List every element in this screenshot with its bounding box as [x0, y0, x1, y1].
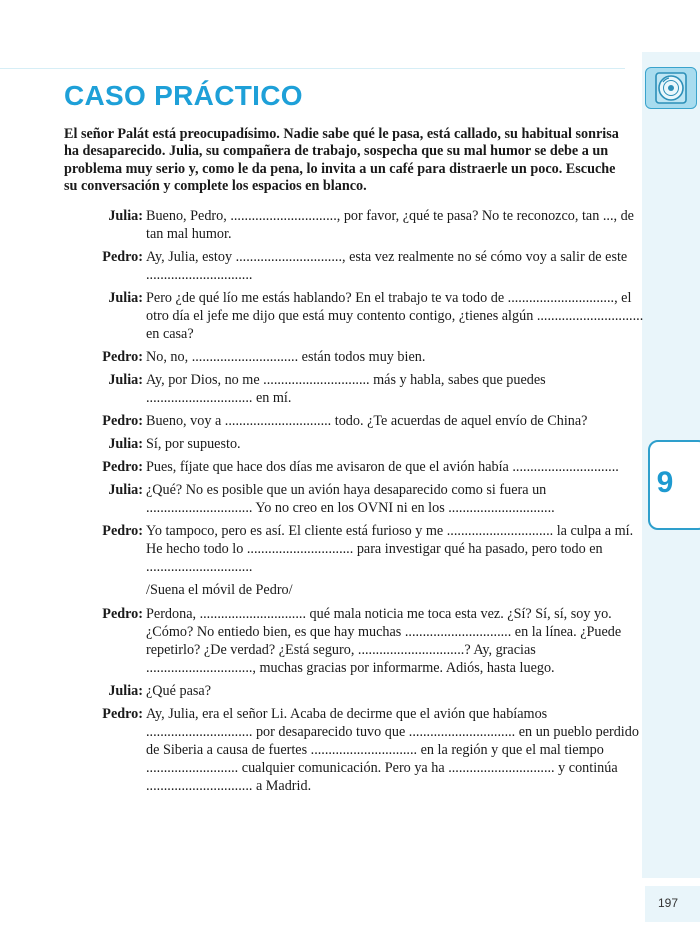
dialogue-turn	[60, 458, 645, 476]
page-title: CASO PRÁCTICO	[64, 80, 303, 111]
speech-text: Perdona, .............................. qué mala noticia me toca esta vez. ¿Sí? Sí, sí, soy yo. ¿Cómo? No entiedo bien, es que hay muchas .............................. en la línea. ¿Puede repetirlo? ¿De verdad? ¿Está seguro, ..............................? Ay, gracias .............................., muchas gracias por informarme. Adiós, hasta luego.	[146, 606, 622, 676]
speaker-label: Pedro:	[102, 523, 143, 539]
speech-text: Bueno, voy a .............................. todo. ¿Te acuerdas de aquel envío de China?	[146, 413, 588, 429]
dialogue-turn	[60, 605, 645, 677]
page-number: 197	[657, 896, 679, 910]
intro-paragraph: El señor Palát está preocupadísimo. Nadie sabe qué le pasa, está callado, su habitual sonrisa ha desaparecido. Julia, su compañera de trabajo, sospecha que su mal humor se debe a un problema muy serio y, como le da pena, lo invita a un café para distraerle un poco. Escuche su conversación y complete los espacios en blanco.	[64, 126, 619, 195]
speech-text: ¿Qué pasa?	[146, 683, 211, 699]
dialogue-turn	[60, 705, 645, 795]
speaker-label: Julia:	[108, 683, 143, 699]
dialogue-turn	[60, 207, 645, 243]
speech-text: ¿Qué? No es posible que un avión haya desaparecido como si fuera un .............................. Yo no creo en los OVNI ni en los ..............................	[146, 482, 555, 516]
speech-text: Ay, Julia, estoy .............................., esta vez realmente no sé cómo voy a salir de este ..............................	[146, 249, 628, 283]
speaker-label: Julia:	[108, 290, 143, 306]
speaker-label: Julia:	[108, 372, 143, 388]
dialogue-turn	[60, 682, 645, 700]
speech-text: Ay, por Dios, no me .............................. más y habla, sabes que puedes .............................. en mí.	[146, 372, 546, 406]
speaker-label: Pedro:	[102, 706, 143, 722]
cd-icon	[645, 67, 697, 109]
speech-text: No, no, .............................. están todos muy bien.	[146, 349, 426, 365]
dialogue	[60, 207, 645, 800]
speaker-label: Julia:	[108, 208, 143, 224]
speaker-label: Pedro:	[102, 349, 143, 365]
dialogue-turn	[60, 435, 645, 453]
speech-text: Pues, fíjate que hace dos días me avisaron de que el avión había ..............................	[146, 459, 619, 475]
top-rule	[0, 68, 625, 69]
speaker-label: Pedro:	[102, 249, 143, 265]
dialogue-turn	[60, 481, 645, 517]
dialogue-turn	[60, 248, 645, 284]
dialogue-turn	[60, 412, 645, 430]
dialogue-turn	[60, 348, 645, 366]
speaker-label: Pedro:	[102, 606, 143, 622]
dialogue-turn	[60, 371, 645, 407]
stage-direction: /Suena el móvil de Pedro/	[146, 582, 293, 598]
chapter-number: 9	[656, 466, 674, 499]
speech-text: Sí, por supuesto.	[146, 436, 241, 452]
speaker-label: Julia:	[108, 482, 143, 498]
speaker-label: Pedro:	[102, 459, 143, 475]
speech-text: Ay, Julia, era el señor Li. Acaba de decirme que el avión que habíamos .............................. por desaparecido tuvo que .............................. en un pueblo perdido de Siberia a causa de fuertes .............................. en la región y que el mal tiempo .......................... cualquier comunicación. Pero ya ha .............................. y continúa .............................. a Madrid.	[146, 706, 639, 794]
dialogue-turn	[60, 522, 645, 576]
cd-icon-graphic	[654, 71, 688, 105]
speech-text: Yo tampoco, pero es así. El cliente está furioso y me .............................. la culpa a mí. He hecho todo lo .............................. para investigar qué ha pasado, pero todo en ..............................	[146, 523, 634, 575]
dialogue-turn	[60, 289, 645, 343]
speech-text: Bueno, Pedro, .............................., por favor, ¿qué te pasa? No te reconozco, tan ..., de tan mal humor.	[146, 208, 634, 242]
speaker-label: Pedro:	[102, 413, 143, 429]
speech-text: Pero ¿de qué lío me estás hablando? En el trabajo te va todo de .............................., el otro día el jefe me dijo que está muy contento contigo, ¿tienes algún .............................. en casa?	[146, 290, 644, 342]
speaker-label: Julia:	[108, 436, 143, 452]
